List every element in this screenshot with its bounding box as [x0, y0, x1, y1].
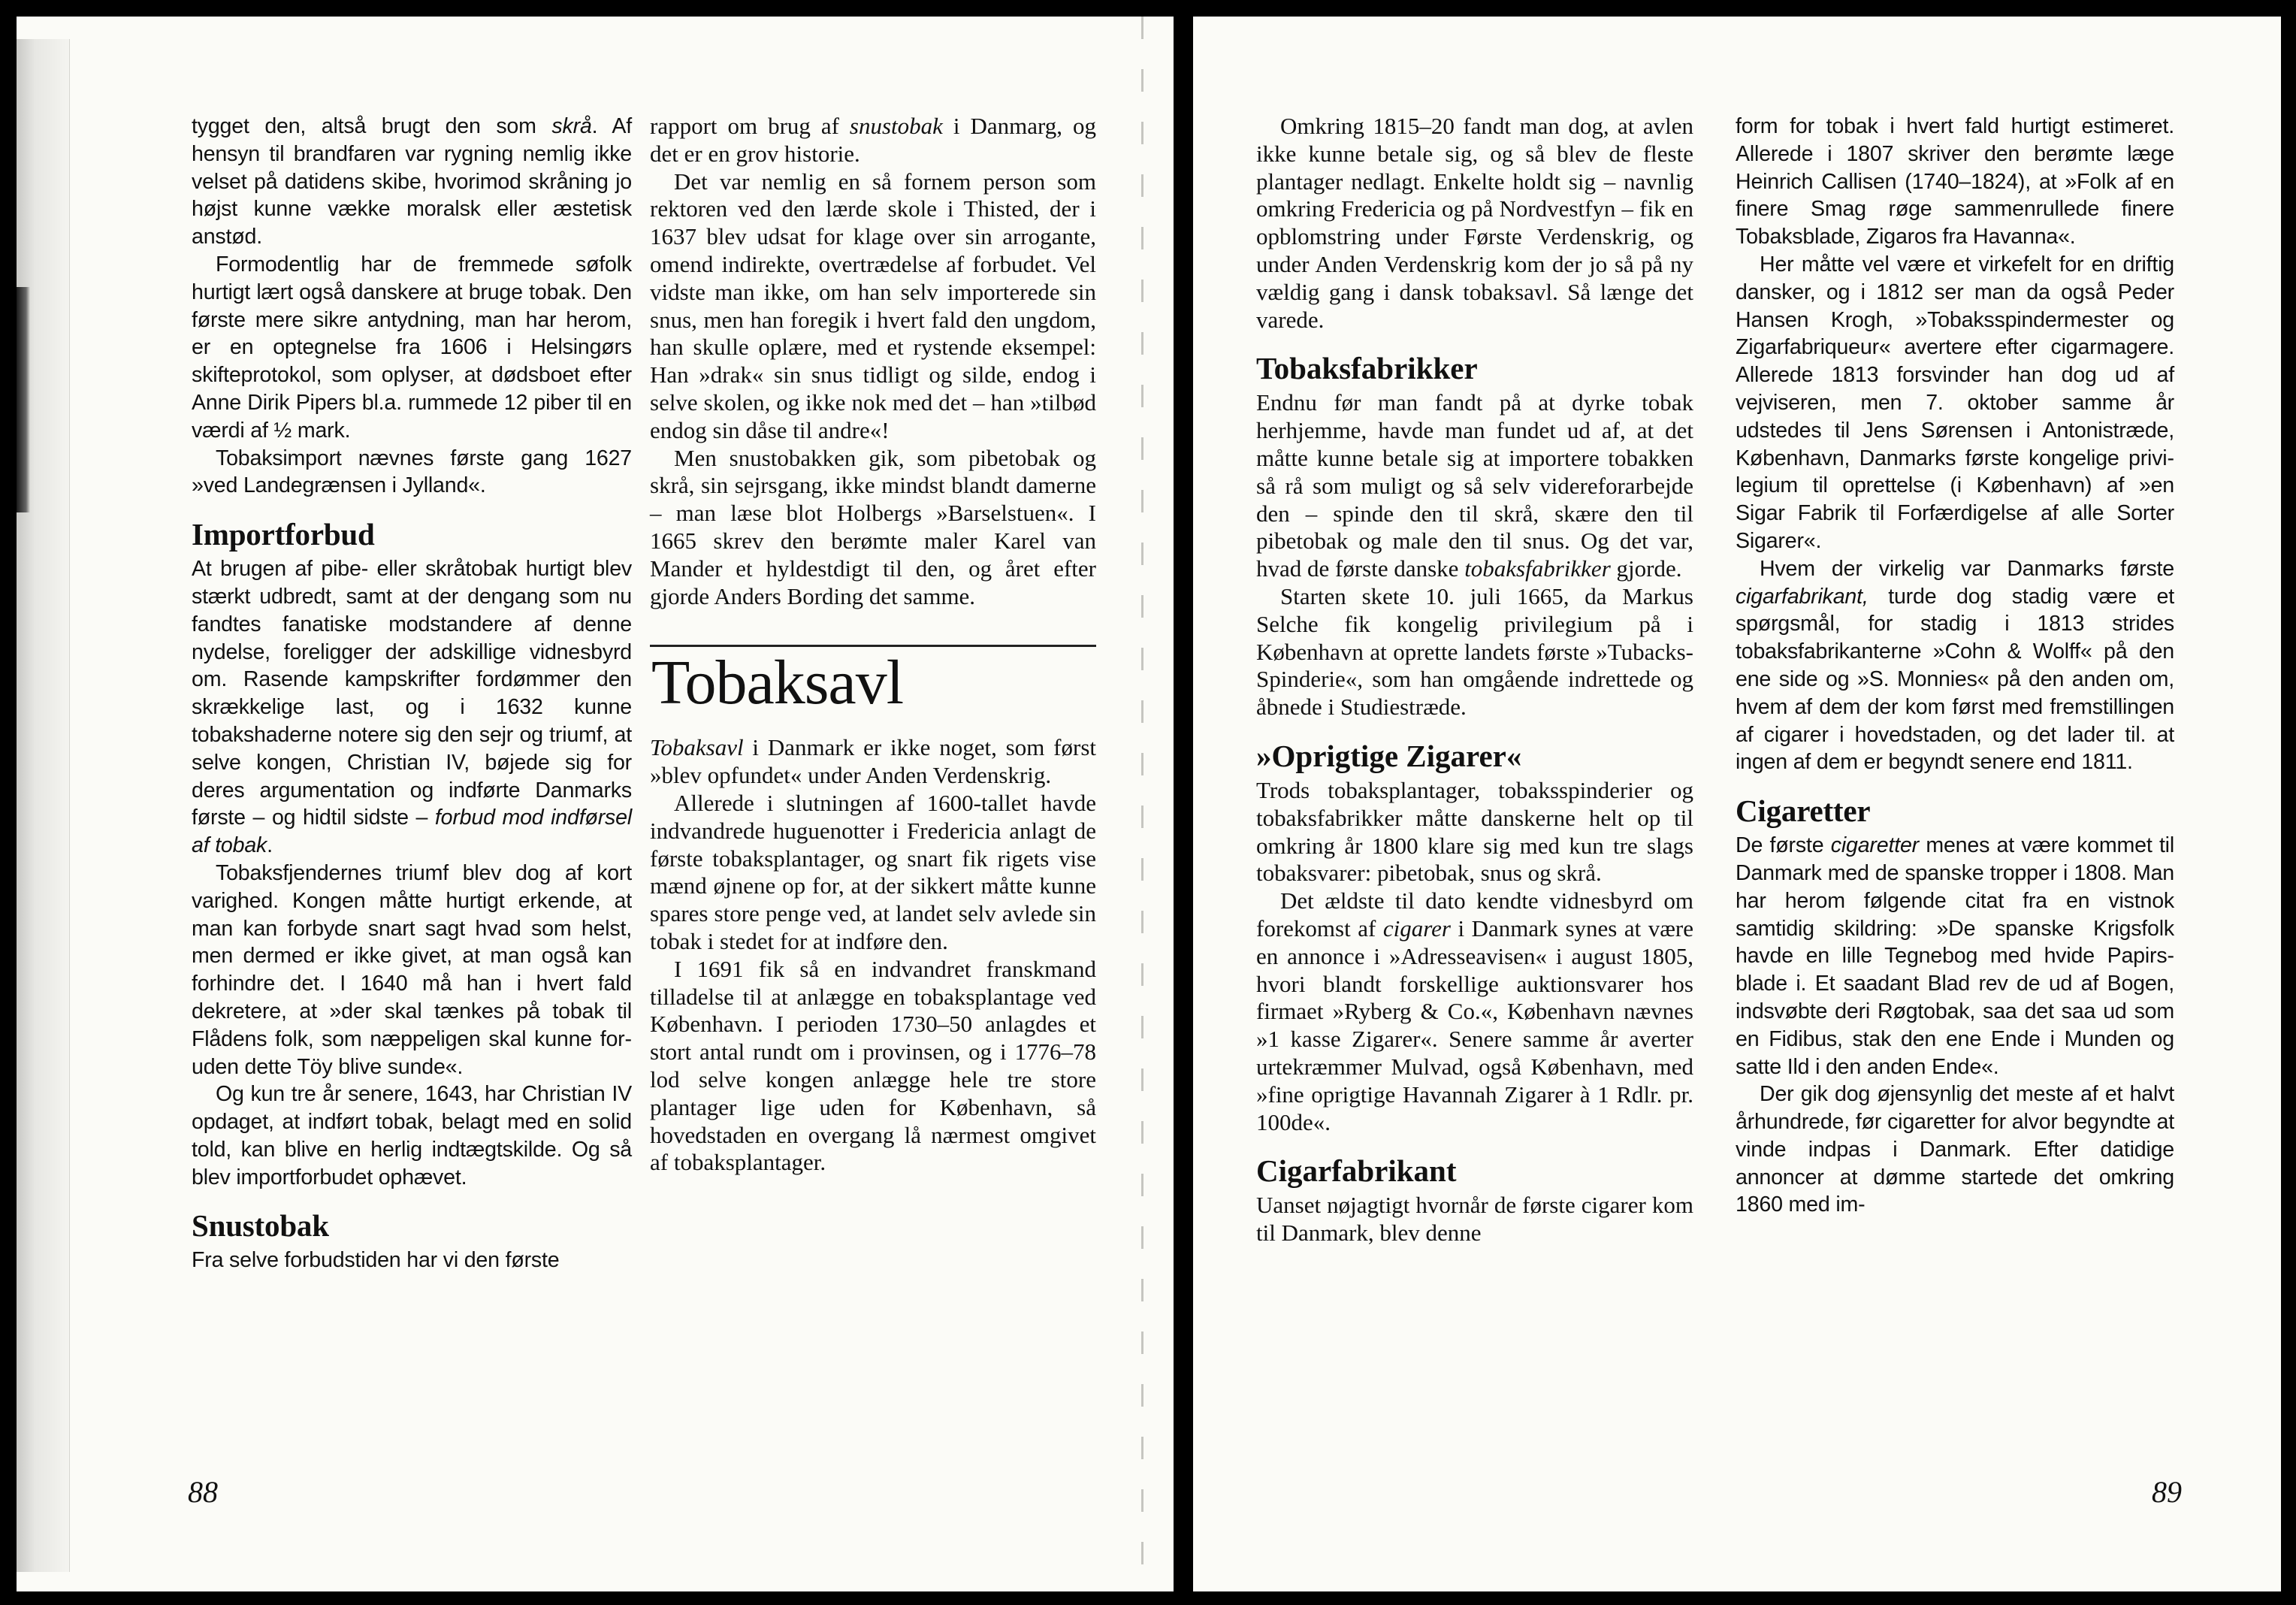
paragraph: Men snustobakken gik, som pibetobak og skrå, sin sejrsgang, ikke mindst blandt damerne – man læse blot Holbergs »Barselstuen«. I 1665 skrev den berømte maler Karel van Mander et hyldestdigt til den, og året efter gjorde Anders Bording det samme.: [650, 444, 1096, 609]
left-page: [17, 17, 1174, 1591]
heading-oprigtige-zigarer: »Oprigtige Zigarer«: [1256, 738, 1522, 773]
paragraph: tygget den, altså brugt den som skrå. Af hensyn til brandfaren var rygning nemlig ikke velset på datidens skibe, hvorimod skråning jo højst kunne vække moralsk eller æstetisk anstød.: [192, 114, 632, 249]
paragraph: At brugen af pibe- eller skråtobak hurtigt blev stærkt udbredt, samt at der dengang som nu fandtes fanatiske modstandere af denne nydelse, foreligger der adskillige vidnesbyrd om. Rasende kampskrifter fordømmer den skrækkelige last, og i 1632 kunne tobakshaderne notere sig den sejr og triumf, at selve kongen, Christian IV, bøjede sig for deres argumentation og indførte Danmarks første – og hidtil sidste – forbud mod indførsel af tobak.: [192, 557, 632, 858]
right-page: [1193, 17, 2281, 1591]
paragraph: Trods tobaksplantager, tobaksspinderier og tobaksfabrikker måtte danskerne helt op til omkring år 1800 klare sig med kun tre slags tobaksvarer: pibetobak, snus og skrå.: [1256, 776, 1693, 887]
paragraph: De første cigaretter menes at være kommet til Danmark med de spanske tropper i 1808. Man har herom følgende citat fra en vistnok samtidig skildring: »De spanske Krigsfolk havde en lille Tegnebog med hvide Papirsblade i. Et saadant Blad rev de ud af Bogen, indsvøbte deri Røgtobak, saa det saa ud som en Fidibus, stak den ene Ende i Munden og satte Ild i den anden Ende«.: [1736, 833, 2174, 1079]
paragraph: I 1691 fik så en indvandret franskmand tilladelse til at anlægge en tobaksplantage ved København. I perioden 1730–50 anlagdes et stort antal rundt om i provinsen, og i 1776–78 lod selve kongen anlægge hele tre store plantager lige uden for København, så hovedstaden en overgang lå nærmest omgivet af tobaksplantager.: [650, 955, 1096, 1176]
paragraph: Omkring 1815–20 fandt man dog, at avlen ikke kunne betale sig, og så blev de fleste plantager nedlagt. Enkelte holdt sig – navnlig omkring Fredericia og på Nordvestfyn – fik en opblomstring under Første Verdenskrig, og under Anden Verdenskrig kom der jo så på ny vældig gang i dansk tobaksavl. Så længe det varede.: [1256, 113, 1693, 333]
heading-importforbud: Importforbud: [192, 517, 375, 552]
left-column-1: [192, 113, 632, 1274]
paragraph: Starten skete 10. juli 1665, da Markus Selche fik kongelig privilegium på i København at oprette landets første »Tubacks-Spinderie«, som han omgående indrettede og åbnede i Studiestræde.: [1256, 582, 1693, 721]
paragraph: Endnu før man fandt på at dyrke tobak herhjemme, havde man fundet ud af, at det måtte kunne betale sig at importere tobakken så rå som muligt og så selv videreforarbejde den – spinde den til skrå, skære den til pibetobak og male den til snus. Og det var, hvad de første danske tobaksfabrikker gjorde.: [1256, 389, 1693, 582]
paragraph: Hvem der virkelig var Danmarks første cigarfabrikant, turde dog stadig være et spørgsmål, for stadig i 1813 strides tobaksfabrikanterne »Cohn & Wolff« på den ene side og »S. Monnies« på den anden om, hvem af dem der kom først med fremstillingen af cigarer i hovedstaden, og det lader til. at ingen af dem er begyndt senere end 1811.: [1736, 556, 2174, 775]
paragraph: Fra selve forbudstiden har vi den første: [192, 1248, 560, 1273]
paragraph: Formodentlig har de fremmede søfolk hurtigt lært også danskere at bruge tobak. Den første mere sikre antydning, man har herom, er en optegnelse fra 1606 i Helsingørs skifteprotokol, som oplyser, at dødsboet efter Anne Dirik Pipers bl.a. rummede 12 piber til en værdi af ½ mark.: [192, 252, 632, 443]
paragraph: Tobaksfjendernes triumf blev dog af kort varighed. Kongen måtte hurtigt erkende, at man kan forbyde snart sagt hvad som helst, men dermed er ikke givet, at man også kan forhindre det. I 1640 må han i hvert fald dekretere, at »der skal tænkes på tobak til Flådens folk, som næppeligen skal kunne foruden dette Töy blive sunde«.: [192, 860, 632, 1079]
heading-snustobak: Snustobak: [192, 1208, 329, 1244]
paragraph: form for tobak i hvert fald hurtigt estimeret. Allerede i 1807 skriver den berømte læge Heinrich Callisen (1740–1824), at »Folk af en finere Smag røge sammenrullede finere Tobaksblade, Zigaros fra Havanna«.: [1736, 114, 2174, 249]
page-edge-shadow: [17, 287, 30, 512]
paragraph: Der gik dog øjensynlig det meste af et halvt århundrede, før cigaretter for alvor begyndte at vinde indpas i Danmark. Efter datidige annoncer at dømme startede det omkring 1860 med im-: [1736, 1082, 2174, 1217]
right-column-2: [1736, 113, 2174, 1219]
right-column-1: [1256, 113, 1693, 1247]
page-number: 89: [2152, 1475, 2182, 1509]
paragraph: Her måtte vel være et virkefelt for en driftig dansker, og i 1812 ser man da også Peder Hansen Krogh, »Tobaksspindermester og Zigarfabriqueur« avertere efter cigarmagere. Allerede 1813 forsvinder han dog ud af vejviseren, men 7. oktober samme år udstedes til Jens Sørensen i Antonistræde, København, Danmarks første kongelige privilegium til oprettelse (i København) af »en Sigar Fabrik til Forfærdigelse af alle Sorter Sigarer«.: [1736, 252, 2174, 553]
paragraph: Det ældste til dato kendte vidnesbyrd om forekomst af cigarer i Danmark synes at være en annonce i »Adresseavisen« i august 1805, hvori blandt forskellige auktionsvarer hos firmaet »Ryberg & Co.«, København nævnes »1 kasse Zigarer«. Senere samme år averter urtekræmmer Mulvad, også København, med »fine oprigtige Havannah Zigarer à 1 Rdlr. pr. 100de«.: [1256, 887, 1693, 1135]
paragraph: Allerede i slutningen af 1600-tallet havde indvandrede huguenotter i Fredericia anlagt de første tobaksplantager, og snart fik rigets vise mænd øjnene op for, at der sikkert måtte kunne spares store penge ved, at landet selv avlede sin tobak i stedet for at indføre den.: [650, 789, 1096, 954]
gutter-shadow: [1141, 17, 1143, 1591]
paragraph: Og kun tre år senere, 1643, har Christian IV opdaget, at indført tobak, belagt med en solid told, kan blive en herlig indtægtskilde. Og så blev importforbudet ophævet.: [192, 1082, 632, 1189]
page-edge: [17, 39, 70, 1572]
paragraph: Tobaksimport nævnes første gang 1627 »ved Landegrænsen i Jylland«.: [192, 446, 632, 498]
paragraph: Uanset nøjagtigt hvornår de første cigarer kom til Danmark, blev denne: [1256, 1192, 1693, 1247]
paragraph: rapport om brug af snustobak i Danmarg, og det er en grov historie.: [650, 113, 1096, 167]
paragraph: Det var nemlig en så fornem person som rektoren ved den lærde skole i Thisted, der i 1637 blev udsat for klage over sin arrogante, omend indirekte, overtrædelse af forbudet. Vel vidste man ikke, om han selv importerede sin snus, men han foregik i hvert fald den ungdom, han skulle oplære, med et rystende eksempel: Han »drak« sin snus tidligt og silde, endog i selve skolen, og ikke nok med det – han »tilbød endog sin dåse til andre«!: [650, 168, 1096, 443]
paragraph: Tobaksavl i Danmark er ikke noget, som først »blev opfundet« under Anden Verdenskrig.: [650, 734, 1096, 789]
heading-tobaksfabrikker: Tobaksfabrikker: [1256, 351, 1478, 386]
left-column-2: [650, 113, 1096, 1177]
heading-cigaretter: Cigaretter: [1736, 793, 1871, 829]
section-title-tobaksavl: Tobaksavl: [651, 648, 904, 718]
heading-cigarfabrikant: Cigarfabrikant: [1256, 1153, 1457, 1189]
page-number: 88: [188, 1475, 218, 1509]
